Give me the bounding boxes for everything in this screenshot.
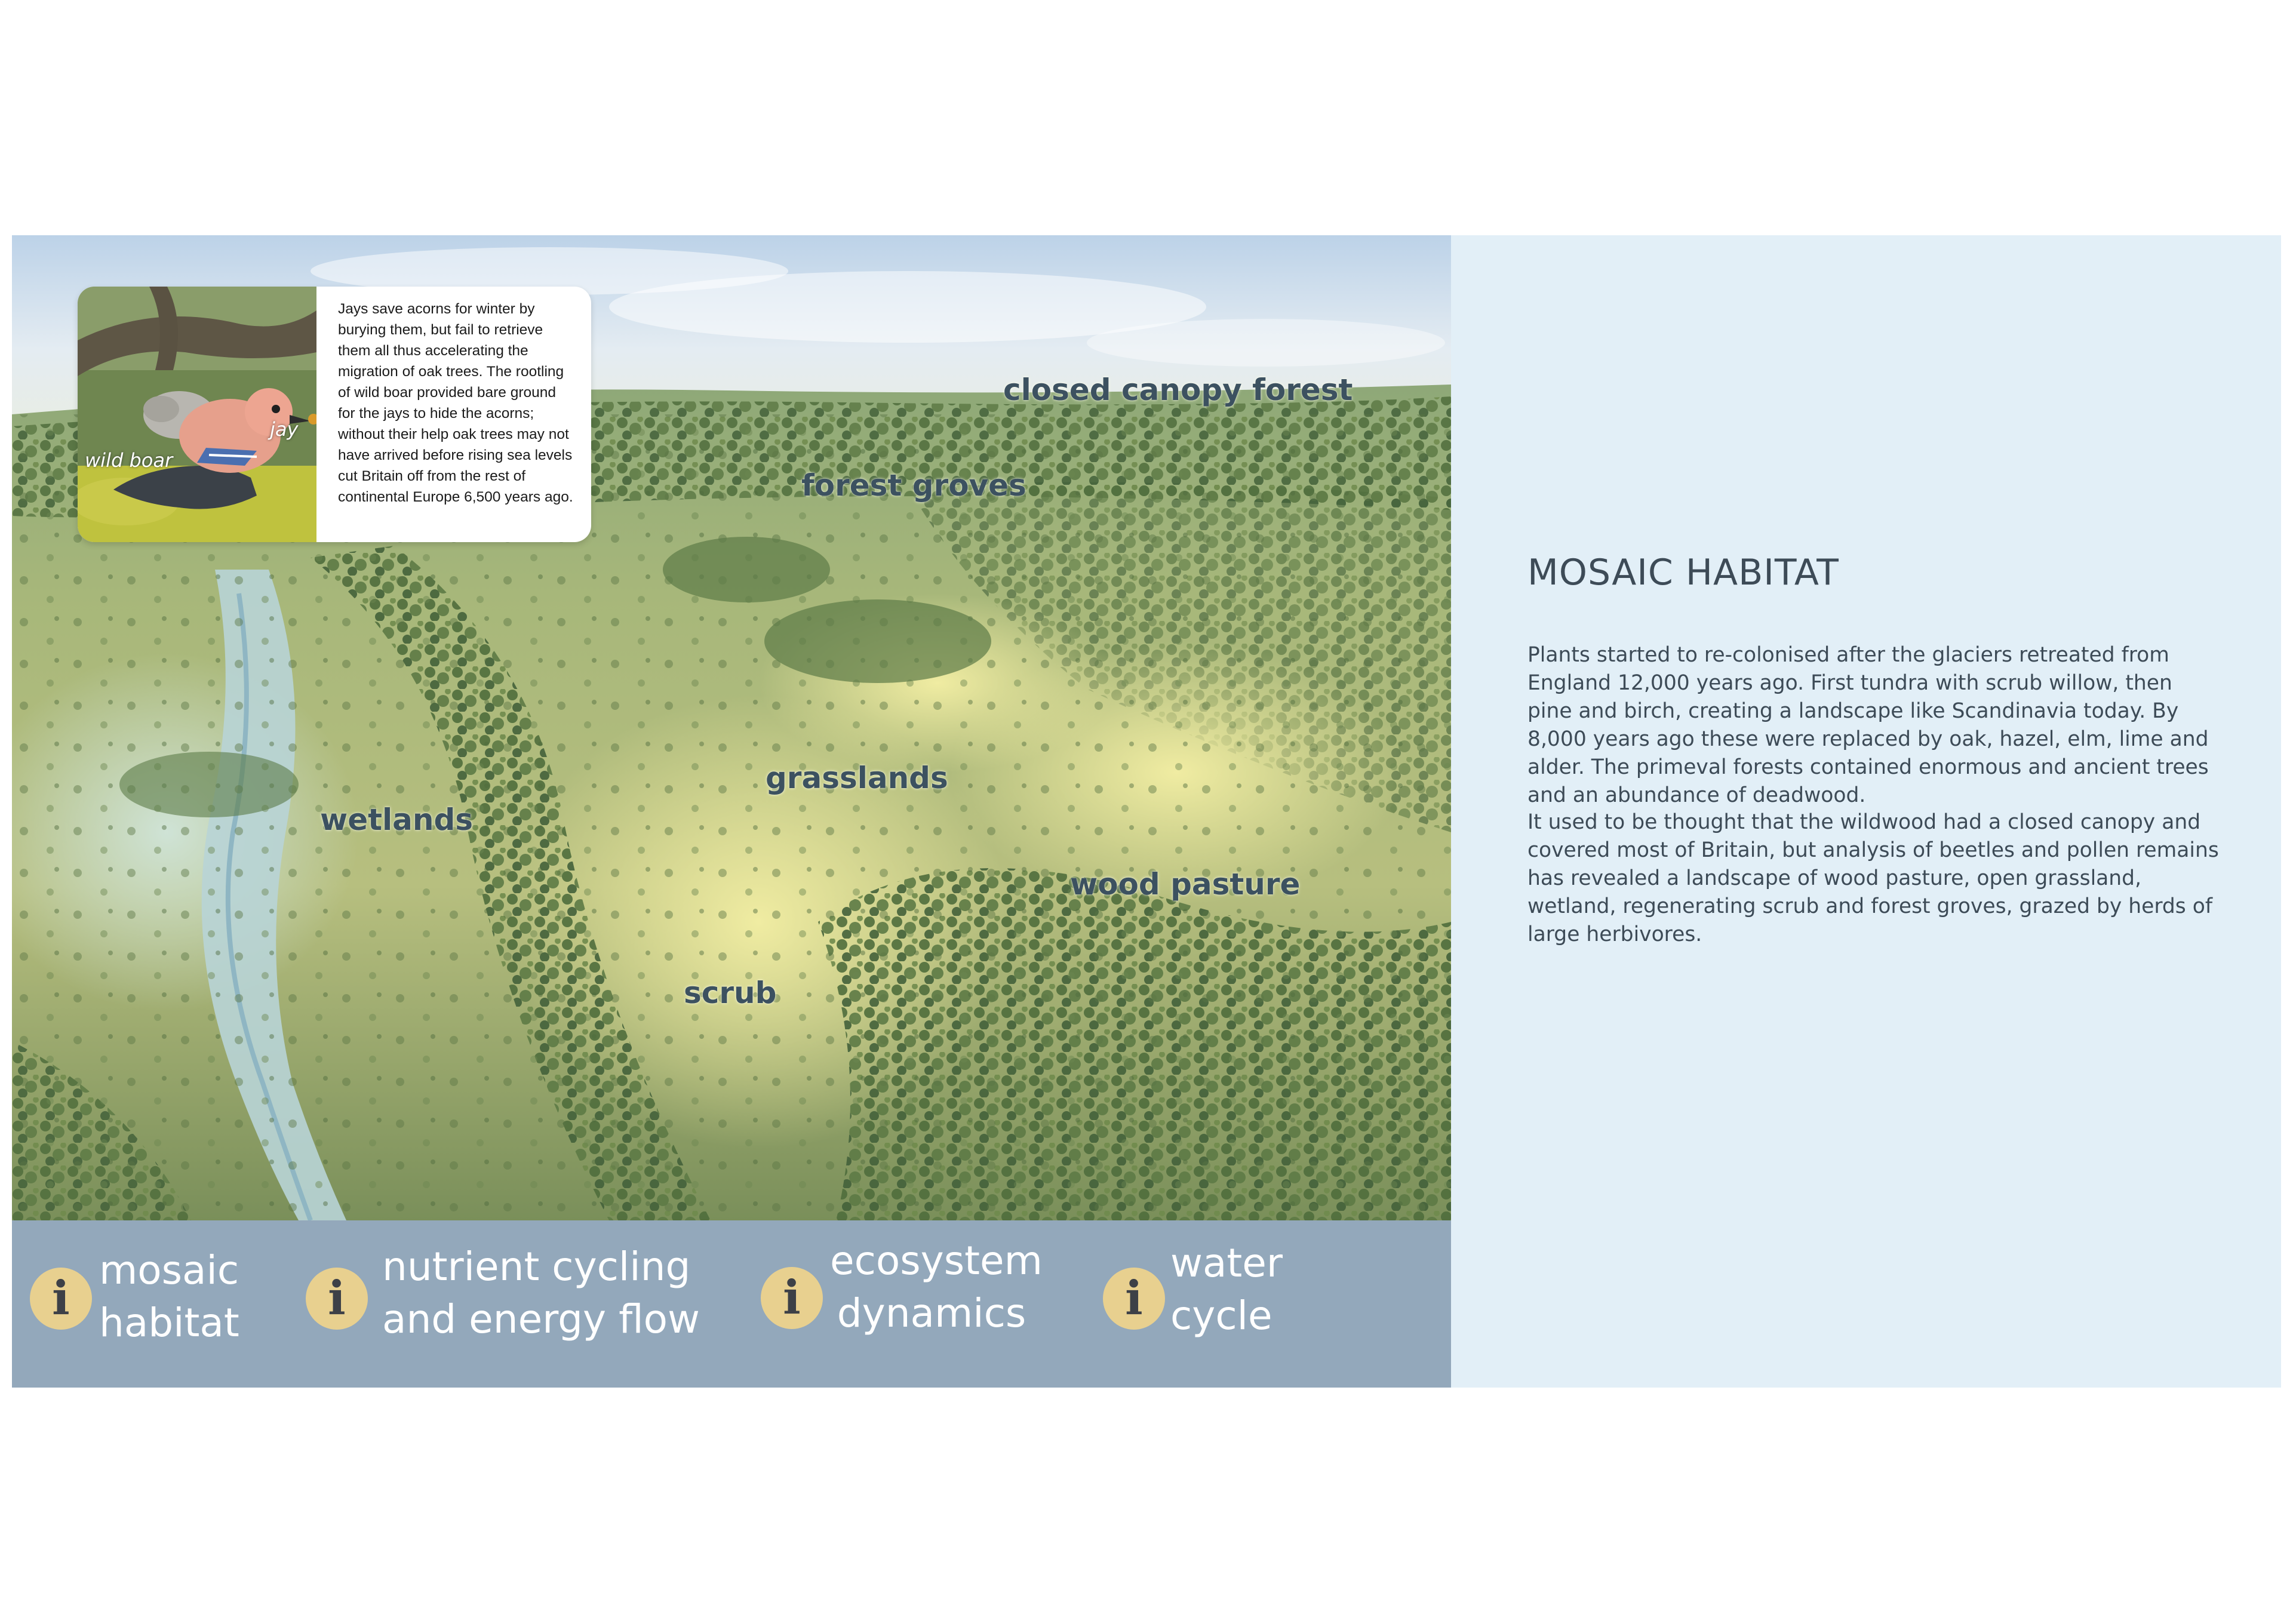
topic-button-mosaic-habitat[interactable] [12, 1220, 263, 1388]
illustration-panel [12, 235, 1451, 1388]
topic-label [99, 1244, 239, 1349]
panel-title: MOSAIC HABITAT [1527, 552, 1839, 593]
topic-label-line1: water [1170, 1240, 1283, 1286]
topic-button-nutrient-cycling[interactable] [299, 1220, 700, 1388]
jay-label: jay [270, 418, 299, 441]
topic-label-line2: cycle [1170, 1293, 1272, 1339]
label-scrub: scrub [684, 976, 777, 1010]
topic-navigation-bar [12, 1220, 1451, 1388]
topic-label-line2: dynamics [837, 1290, 1026, 1336]
topic-label-line2: and energy flow [382, 1296, 700, 1342]
label-grasslands: grasslands [766, 761, 948, 795]
jay-bird-illustration [78, 287, 316, 542]
jay-info-text: Jays save acorns for winter by burying them, but fail to retrieve them all thus accelerating the migration of oak trees. The rootling of wild boar provided bare ground for the jays to hide the acorns; without their help oak trees may not have arrived before rising sea levels cut Britain off from the rest of continental Europe 6,500 years ago. [338, 301, 573, 505]
label-wetlands: wetlands [320, 802, 474, 837]
wild-boar-label: wild boar [85, 449, 173, 472]
topic-button-ecosystem-dynamics[interactable] [758, 1220, 1045, 1388]
jay-info-card [78, 287, 591, 542]
topic-button-water-cycle[interactable] [1099, 1220, 1338, 1388]
label-forest-groves: forest groves [801, 468, 1026, 503]
topic-label [830, 1235, 1043, 1340]
info-icon: i [1103, 1268, 1165, 1330]
label-closed-canopy-forest: closed canopy forest [1003, 373, 1353, 407]
landscape-illustration [12, 235, 1451, 1220]
description-panel [1451, 235, 2281, 1388]
body-paragraph-2: It used to be thought that the wildwood had a closed canopy and covered most of Britain, but analysis of beetles and pollen remains has revealed a landscape of wood pasture, open grassland, wetland, regenerating scrub and forest groves, grazed by herds of large herbivores. [1527, 810, 2219, 946]
label-wood-pasture: wood pasture [1070, 867, 1301, 902]
topic-label [1170, 1237, 1283, 1342]
topic-label-line1: mosaic [99, 1247, 239, 1293]
topic-label-line1: ecosystem [830, 1238, 1043, 1284]
topic-label-line1: nutrient cycling [382, 1244, 691, 1290]
topic-label-line2: habitat [99, 1300, 239, 1346]
jay-and-boar-illustration [78, 287, 316, 542]
info-icon: i [30, 1268, 92, 1330]
body-paragraph-1: Plants started to re-colonised after the glaciers retreated from England 12,000 years ago. First tundra with scrub willow, then pine and birch, creating a landscape like Scandinavia today. By 8,000 years ago these were replaced by oak, hazel, elm, lime and alder. The primeval forests contained enormous and ancient trees and an abundance of deadwood. [1527, 643, 2209, 807]
info-icon: i [761, 1267, 823, 1329]
topic-label [382, 1241, 700, 1346]
info-icon: i [306, 1268, 368, 1330]
